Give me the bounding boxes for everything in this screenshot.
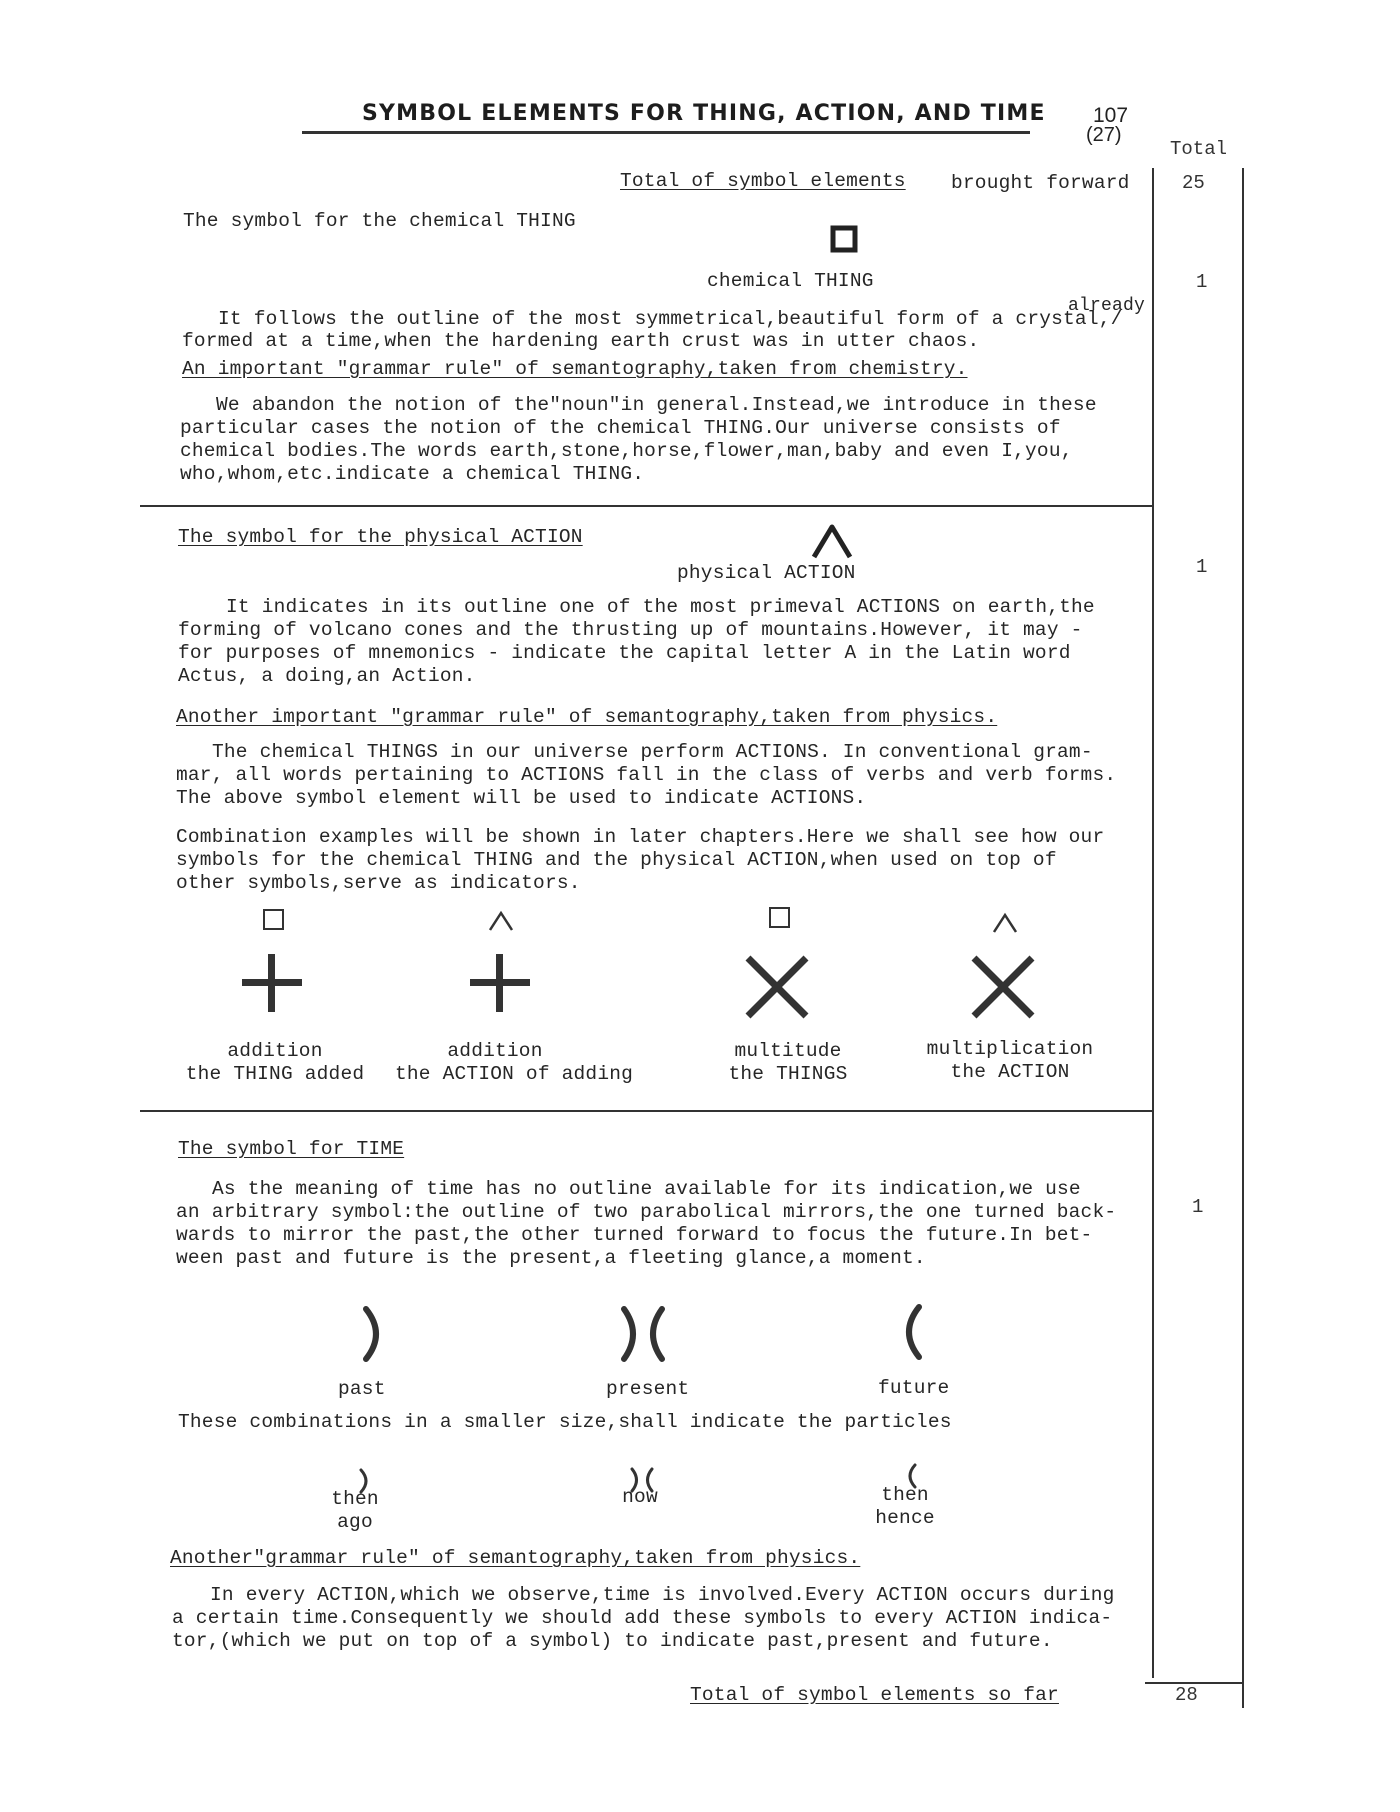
plus-icon <box>240 952 304 1019</box>
section-divider-1 <box>140 505 1152 507</box>
label-present: present <box>606 1378 690 1400</box>
example-caption-line: the ACTION <box>950 1061 1070 1083</box>
action-para1-line: for purposes of mnemonics - indicate the capital letter A in the Latin word <box>178 642 1071 664</box>
section-divider-2 <box>140 1110 1152 1112</box>
example-caption-line: multiplication <box>926 1038 1094 1060</box>
multiply-icon <box>968 954 1038 1025</box>
time-para2-line: a certain time.Consequently we should add these symbols to every ACTION indica- <box>172 1607 1113 1629</box>
particle-caption-line: now <box>622 1486 658 1508</box>
label-past: past <box>338 1378 386 1400</box>
example-caption-line: the ACTION of adding <box>395 1063 634 1085</box>
tally-so-far: 28 <box>1175 1684 1198 1706</box>
action-para1-line: Actus, a doing,an Action. <box>178 665 476 687</box>
time-para2-line: In every ACTION,which we observe,time is involved.Every ACTION occurs during <box>210 1584 1115 1606</box>
particle-caption-line: then <box>881 1484 929 1506</box>
action-para2-line: The chemical THINGS in our universe perform ACTIONS. In conventional gram- <box>212 741 1093 763</box>
brought-forward-label: Total of symbol elements <box>620 170 906 192</box>
present-icon <box>618 1305 668 1368</box>
thing-caption: chemical THING <box>707 270 874 292</box>
thing-para2-line: particular cases the notion of the chemical THING.Our universe consists of <box>180 417 1061 439</box>
thing-para2-line: We abandon the notion of the"noun"in general.Instead,we introduce in these <box>216 394 1097 416</box>
particle-caption-line: then <box>331 1488 379 1510</box>
thing-para1-line1: It follows the outline of the most symmetrical,beautiful form of a crystal,/ <box>218 308 1123 330</box>
action-para2 <box>176 741 1116 810</box>
example-caption-line: addition <box>227 1040 323 1062</box>
example-caption-1 <box>175 1040 375 1086</box>
page-title: SYMBOL ELEMENTS FOR THING, ACTION, AND TIME <box>362 101 1046 126</box>
action-rule: Another important "grammar rule" of semantography,taken from physics. <box>176 706 998 728</box>
thing-para1-line2: formed at a time,when the hardening earth crust was in utter chaos. <box>182 330 980 352</box>
page-number: 107 <box>1093 104 1129 127</box>
tally-time: 1 <box>1192 1196 1204 1218</box>
label-future: future <box>878 1377 950 1399</box>
brought-forward-suffix: brought forward <box>951 172 1130 194</box>
example-caption-line: the THING added <box>185 1063 365 1085</box>
particle-caption-line: hence <box>875 1507 935 1529</box>
plus-icon <box>468 952 532 1019</box>
tally-thing: 1 <box>1196 271 1208 293</box>
particle-caption-line: ago <box>337 1511 373 1533</box>
time-para1-line: As the meaning of time has no outline available for its indication,we use <box>212 1178 1081 1200</box>
action-para3-line: Combination examples will be shown in later chapters.Here we shall see how our <box>176 826 1105 848</box>
time-para1-line: wards to mirror the past,the other turned forward to focus the future.In bet- <box>176 1224 1093 1246</box>
action-para2-line: The above symbol element will be used to indicate ACTIONS. <box>176 787 867 809</box>
tally-action: 1 <box>1196 556 1208 578</box>
particle-caption-3 <box>850 1484 960 1530</box>
example-caption-line: multitude <box>734 1040 842 1062</box>
thing-square-icon <box>830 225 858 258</box>
action-para3-line: other symbols,serve as indicators. <box>176 872 581 894</box>
particle-caption-1 <box>300 1488 410 1534</box>
time-heading: The symbol for TIME <box>178 1138 405 1160</box>
example-caption-3 <box>688 1040 888 1086</box>
so-far-label: Total of symbol elements so far <box>690 1684 1059 1706</box>
time-para1-line: ween past and future is the present,a fleeting glance,a moment. <box>176 1247 926 1269</box>
small-caret-icon <box>487 910 515 937</box>
action-para2-line: mar, all words pertaining to ACTIONS fall in the class of verbs and verb forms. <box>176 764 1117 786</box>
thing-para2-line: chemical bodies.The words earth,stone,horse,flower,man,baby and even I,you, <box>180 440 1073 462</box>
action-para1-line: It indicates in its outline one of the most primeval ACTIONS on earth,the <box>226 596 1095 618</box>
example-caption-line: the THINGS <box>728 1063 848 1085</box>
time-para2 <box>172 1584 1115 1653</box>
example-caption-2 <box>395 1040 634 1086</box>
thing-intro: The symbol for the chemical THING <box>183 210 576 232</box>
action-caret-icon <box>810 522 854 565</box>
action-caption: physical ACTION <box>677 562 856 584</box>
action-para1-line: forming of volcano cones and the thrusting up of mountains.However, it may - <box>178 619 1083 641</box>
example-caption-4 <box>900 1038 1120 1084</box>
thing-rule: An important "grammar rule" of semantography,taken from chemistry. <box>182 358 968 380</box>
margin-rule-inner <box>1152 168 1154 1678</box>
small-caret-icon <box>991 912 1019 939</box>
small-square-icon <box>768 906 792 935</box>
thing-para2 <box>180 394 1097 486</box>
action-para3 <box>176 826 1104 895</box>
time-rule: Another"grammar rule" of semantography,taken from physics. <box>170 1547 861 1569</box>
small-square-icon <box>262 908 286 937</box>
example-caption-line: addition <box>447 1040 543 1062</box>
past-icon <box>360 1305 390 1368</box>
header-rule <box>302 131 1030 134</box>
particles-intro: These combinations in a smaller size,shall indicate the particles <box>178 1411 952 1433</box>
multiply-icon <box>742 954 812 1025</box>
time-para1 <box>176 1178 1116 1270</box>
time-para1-line: an arbitrary symbol:the outline of two parabolical mirrors,the one turned back- <box>176 1201 1117 1223</box>
action-para1 <box>178 596 1095 688</box>
thing-para1-insert: already <box>1068 296 1146 316</box>
margin-rule-outer <box>1242 168 1244 1708</box>
particle-caption-2 <box>585 1486 695 1509</box>
page-sub-number: (27) <box>1086 124 1122 146</box>
time-para2-line: tor,(which we put on top of a symbol) to indicate past,present and future. <box>172 1630 1053 1652</box>
tally-brought-forward: 25 <box>1182 172 1205 194</box>
future-icon <box>895 1303 925 1366</box>
margin-total-heading: Total <box>1170 138 1228 160</box>
action-para3-line: symbols for the chemical THING and the physical ACTION,when used on top of <box>176 849 1057 871</box>
action-heading: The symbol for the physical ACTION <box>178 526 583 548</box>
thing-para2-line: who,whom,etc.indicate a chemical THING. <box>180 463 645 485</box>
